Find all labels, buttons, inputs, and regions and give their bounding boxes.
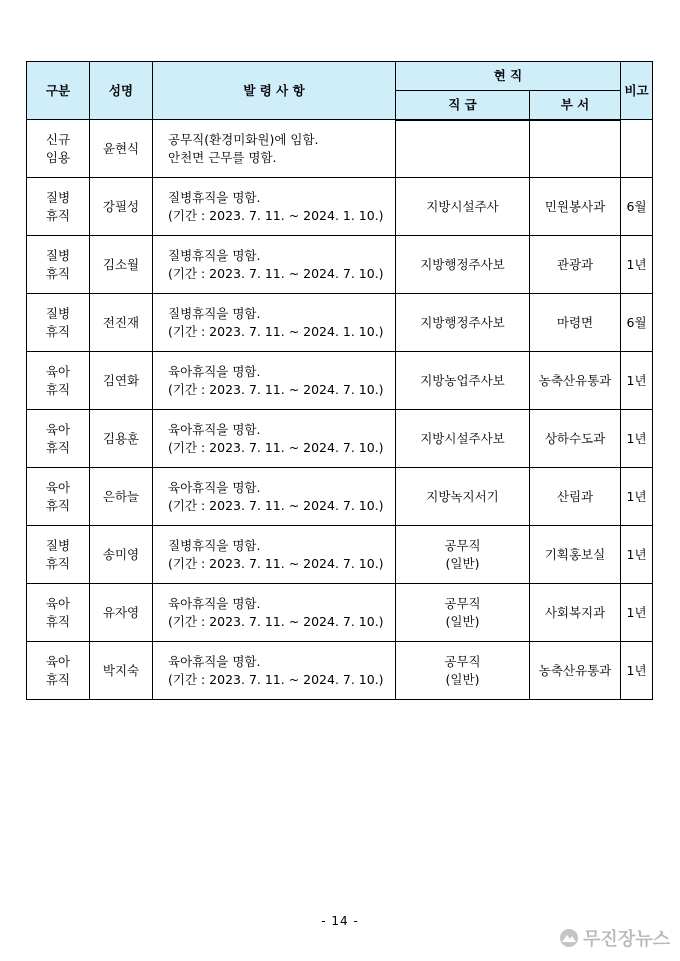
header-note: 비고 xyxy=(621,62,653,120)
category-cell-line: 질병 xyxy=(45,247,71,263)
rank-cell xyxy=(396,410,530,468)
note-cell: 1년 xyxy=(621,236,653,294)
department-cell: 산림과 xyxy=(530,468,621,526)
page-number: - 14 - xyxy=(321,914,359,928)
header-current-position: 현 직 xyxy=(396,62,621,91)
note-cell: 1년 xyxy=(621,642,653,700)
table-row xyxy=(27,584,653,642)
order-cell-line: 육아휴직을 명함. xyxy=(168,595,261,611)
order-cell xyxy=(153,642,396,700)
category-cell-line: 임용 xyxy=(45,149,71,165)
name-cell: 유자영 xyxy=(90,584,153,642)
name-cell: 윤현식 xyxy=(90,120,153,178)
category-cell-line: 휴직 xyxy=(45,323,71,339)
table-row xyxy=(27,352,653,410)
department-cell: 관광과 xyxy=(530,236,621,294)
category-cell xyxy=(27,468,90,526)
category-cell xyxy=(27,294,90,352)
rank-cell xyxy=(396,468,530,526)
name-cell: 은하늘 xyxy=(90,468,153,526)
header-department: 부 서 xyxy=(530,91,621,120)
note-cell: 6월 xyxy=(621,178,653,236)
category-cell-line: 육아 xyxy=(45,479,71,495)
order-cell xyxy=(153,178,396,236)
category-cell-line: 휴직 xyxy=(45,381,71,397)
order-cell xyxy=(153,236,396,294)
department-cell: 기획홍보실 xyxy=(530,526,621,584)
name-cell: 박지숙 xyxy=(90,642,153,700)
name-cell: 송미영 xyxy=(90,526,153,584)
category-cell-line: 질병 xyxy=(45,537,71,553)
rank-cell xyxy=(396,294,530,352)
rank-cell-line: 지방시설주사보 xyxy=(420,430,505,446)
table-row xyxy=(27,236,653,294)
category-cell-line: 휴직 xyxy=(45,613,71,629)
order-cell xyxy=(153,468,396,526)
header-order: 발 령 사 항 xyxy=(153,62,396,120)
note-cell: 1년 xyxy=(621,468,653,526)
name-cell: 전진재 xyxy=(90,294,153,352)
note-cell: 1년 xyxy=(621,410,653,468)
order-cell-line: 질병휴직을 명함. xyxy=(168,189,261,205)
rank-cell xyxy=(396,236,530,294)
table-header xyxy=(27,62,653,120)
mountain-logo-icon xyxy=(559,928,579,948)
personnel-order-table xyxy=(26,61,653,700)
order-cell-line: (기간 : 2023. 7. 11. ~ 2024. 7. 10.) xyxy=(168,613,384,629)
rank-cell-line: (일반) xyxy=(445,613,480,629)
category-cell-line: 휴직 xyxy=(45,671,71,687)
order-cell xyxy=(153,526,396,584)
category-cell-line: 신규 xyxy=(45,131,71,147)
table-row xyxy=(27,294,653,352)
order-cell-line: (기간 : 2023. 7. 11. ~ 2024. 7. 10.) xyxy=(168,555,384,571)
order-cell-line: 육아휴직을 명함. xyxy=(168,363,261,379)
category-cell xyxy=(27,526,90,584)
category-cell-line: 육아 xyxy=(45,421,71,437)
department-cell: 민원봉사과 xyxy=(530,178,621,236)
category-cell-line: 질병 xyxy=(45,305,71,321)
category-cell-line: 육아 xyxy=(45,653,71,669)
site-watermark xyxy=(559,925,670,951)
order-cell-line: 공무직(환경미화원)에 임함. xyxy=(168,131,319,147)
category-cell xyxy=(27,584,90,642)
header-rank: 직 급 xyxy=(396,91,530,120)
name-cell: 김소월 xyxy=(90,236,153,294)
order-cell-line: 질병휴직을 명함. xyxy=(168,537,261,553)
rank-cell-line: 공무직 xyxy=(444,653,481,669)
order-cell-line: (기간 : 2023. 7. 11. ~ 2024. 1. 10.) xyxy=(168,323,384,339)
category-cell-line: 질병 xyxy=(45,189,71,205)
department-cell: 마령면 xyxy=(530,294,621,352)
order-cell-line: 안천면 근무를 명함. xyxy=(168,149,277,165)
order-cell-line: (기간 : 2023. 7. 11. ~ 2024. 7. 10.) xyxy=(168,381,384,397)
category-cell-line: 휴직 xyxy=(45,265,71,281)
order-cell xyxy=(153,294,396,352)
rank-cell xyxy=(396,526,530,584)
order-cell-line: 질병휴직을 명함. xyxy=(168,247,261,263)
table-row xyxy=(27,468,653,526)
order-cell-line: 육아휴직을 명함. xyxy=(168,479,261,495)
table-body xyxy=(27,120,653,700)
order-cell xyxy=(153,584,396,642)
rank-cell-line: 지방시설주사 xyxy=(426,198,499,214)
order-cell-line: 질병휴직을 명함. xyxy=(168,305,261,321)
category-cell-line: 휴직 xyxy=(45,207,71,223)
rank-cell xyxy=(396,642,530,700)
category-cell-line: 휴직 xyxy=(45,555,71,571)
order-cell xyxy=(153,410,396,468)
order-cell-line: (기간 : 2023. 7. 11. ~ 2024. 7. 10.) xyxy=(168,497,384,513)
category-cell-line: 육아 xyxy=(45,595,71,611)
department-cell: 사회복지과 xyxy=(530,584,621,642)
order-cell xyxy=(153,352,396,410)
note-cell xyxy=(621,120,653,178)
table-row xyxy=(27,642,653,700)
order-cell-line: (기간 : 2023. 7. 11. ~ 2024. 7. 10.) xyxy=(168,671,384,687)
order-cell-line: 육아휴직을 명함. xyxy=(168,421,261,437)
note-cell: 6월 xyxy=(621,294,653,352)
rank-cell xyxy=(396,120,530,178)
category-cell-line: 휴직 xyxy=(45,439,71,455)
rank-cell-line: (일반) xyxy=(445,671,480,687)
order-cell-line: 육아휴직을 명함. xyxy=(168,653,261,669)
rank-cell-line: 지방녹지서기 xyxy=(426,488,499,504)
rank-cell-line: 지방농업주사보 xyxy=(420,372,505,388)
rank-cell-line: 지방행정주사보 xyxy=(420,314,505,330)
rank-cell-line: 지방행정주사보 xyxy=(420,256,505,272)
category-cell xyxy=(27,178,90,236)
rank-cell-line: 공무직 xyxy=(444,595,481,611)
category-cell xyxy=(27,352,90,410)
header-name: 성명 xyxy=(90,62,153,120)
department-cell: 상하수도과 xyxy=(530,410,621,468)
name-cell: 김용훈 xyxy=(90,410,153,468)
rank-cell xyxy=(396,584,530,642)
department-cell: 농축산유통과 xyxy=(530,352,621,410)
rank-cell-line: 공무직 xyxy=(444,537,481,553)
rank-cell xyxy=(396,352,530,410)
table-row xyxy=(27,120,653,178)
category-cell xyxy=(27,642,90,700)
department-cell: 농축산유통과 xyxy=(530,642,621,700)
order-cell-line: (기간 : 2023. 7. 11. ~ 2024. 1. 10.) xyxy=(168,207,384,223)
name-cell: 김연화 xyxy=(90,352,153,410)
order-cell xyxy=(153,120,396,178)
category-cell xyxy=(27,236,90,294)
note-cell: 1년 xyxy=(621,584,653,642)
note-cell: 1년 xyxy=(621,526,653,584)
table-row xyxy=(27,526,653,584)
category-cell xyxy=(27,120,90,178)
category-cell xyxy=(27,410,90,468)
table-row xyxy=(27,178,653,236)
rank-cell-line: (일반) xyxy=(445,555,480,571)
note-cell: 1년 xyxy=(621,352,653,410)
table-row xyxy=(27,410,653,468)
category-cell-line: 휴직 xyxy=(45,497,71,513)
order-cell-line: (기간 : 2023. 7. 11. ~ 2024. 7. 10.) xyxy=(168,265,384,281)
category-cell-line: 육아 xyxy=(45,363,71,379)
rank-cell xyxy=(396,178,530,236)
name-cell: 강필성 xyxy=(90,178,153,236)
header-category: 구분 xyxy=(27,62,90,120)
order-cell-line: (기간 : 2023. 7. 11. ~ 2024. 7. 10.) xyxy=(168,439,384,455)
watermark-text: 무진장뉴스 xyxy=(583,929,670,950)
department-cell xyxy=(530,120,621,178)
